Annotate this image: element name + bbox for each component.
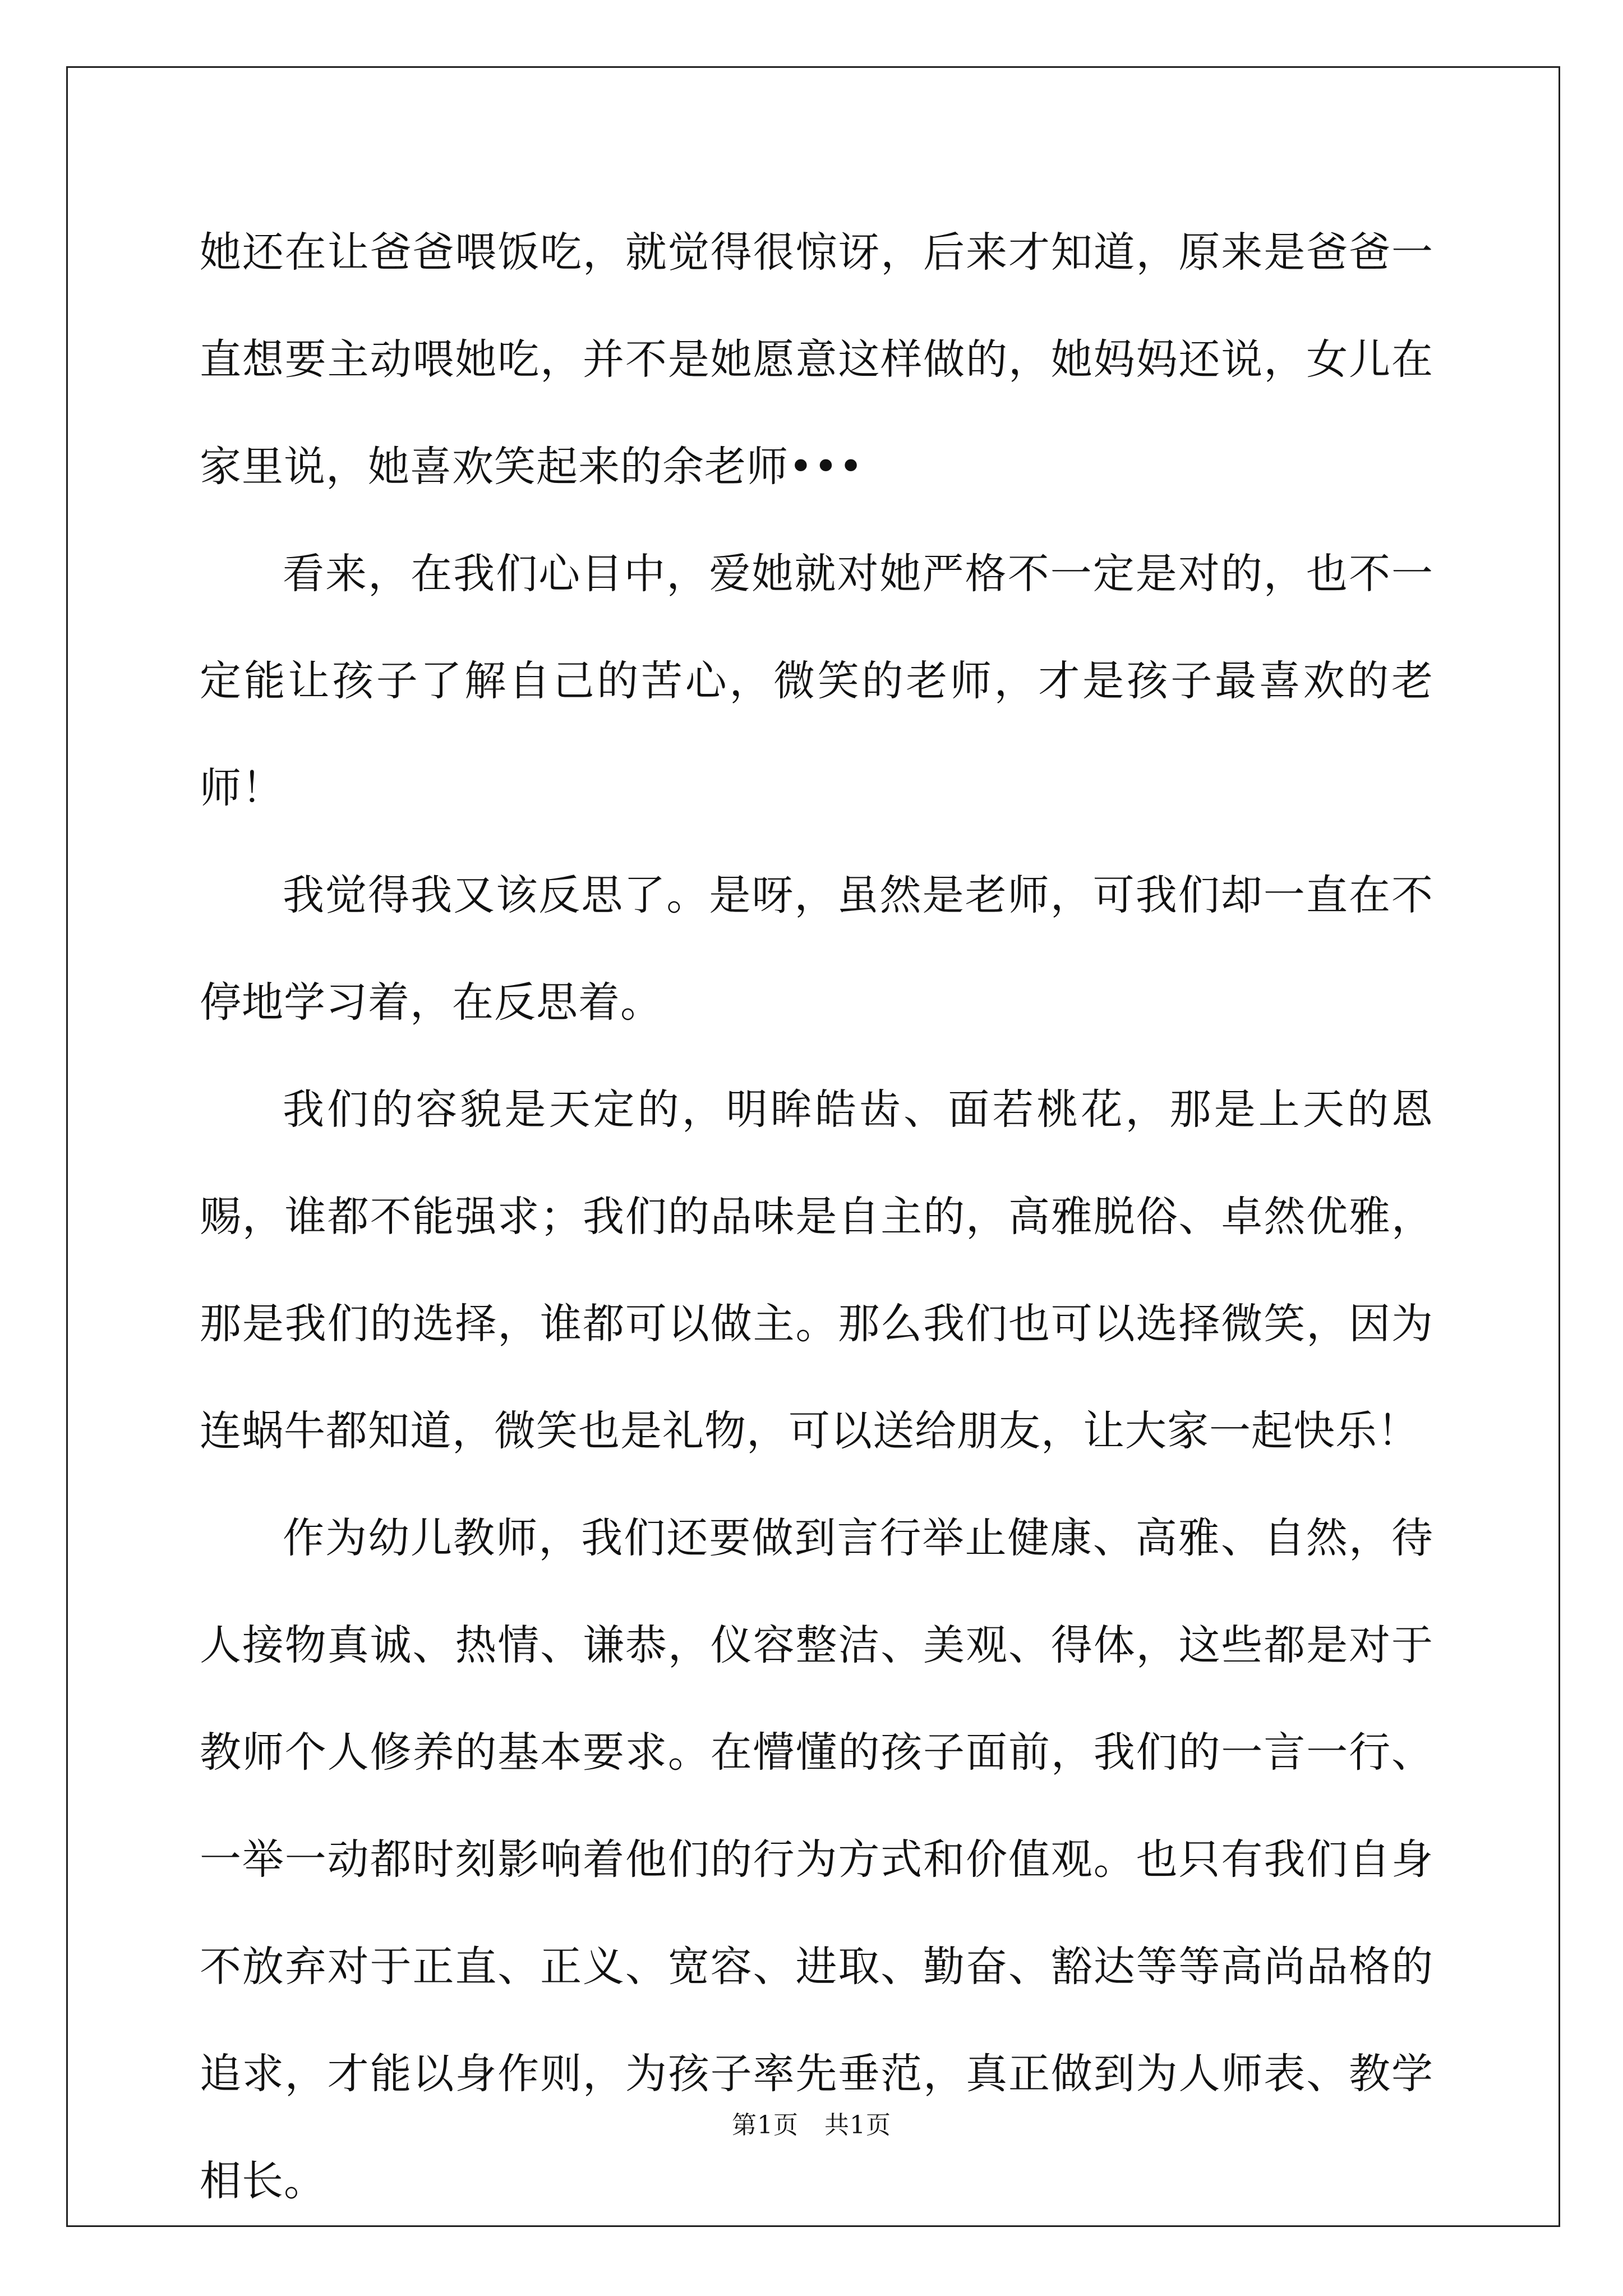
paragraph-2: 看来，在我们心目中，爱她就对她严格不一定是对的，也不一定能让孩子了解自己的苦心，微笑的老师，才是孩子最喜欢的老师！ — [200, 550, 1433, 812]
document-body — [200, 199, 1433, 2235]
paragraph-1: 她还在让爸爸喂饭吃，就觉得很惊讶，后来才知道，原来是爸爸一直想要主动喂她吃，并不是她愿意这样做的，她妈妈还说，女儿在家里说，她喜欢笑起来的余老师••• — [200, 228, 1433, 491]
paragraph-5: 作为幼儿教师，我们还要做到言行举止健康、高雅、自然，待人接物真诚、热情、谦恭，仪容整洁、美观、得体，这些都是对于教师个人修养的基本要求。在懵懂的孩子面前，我们的一言一行、一举一动都时刻影响着他们的行为方式和价值观。也只有我们自身不放弃对于正直、正义、宽容、进取、勤奋、豁达等等高尚品格的追求，才能以身作则，为孩子率先垂范，真正做到为人师表、教学相长。 — [200, 1514, 1433, 2205]
paragraph-4: 我们的容貌是天定的，明眸皓齿、面若桃花，那是上天的恩赐，谁都不能强求；我们的品味是自主的，高雅脱俗、卓然优雅，那是我们的选择，谁都可以做主。那么我们也可以选择微笑，因为连蜗牛都知道，微笑也是礼物，可以送给朋友，让大家一起快乐！ — [200, 1085, 1433, 1455]
page-footer — [0, 2105, 1623, 2141]
page-number: 第1页 — [732, 2111, 799, 2139]
page-total: 共1页 — [824, 2111, 891, 2139]
paragraph-3: 我觉得我又该反思了。是呀，虽然是老师，可我们却一直在不停地学习着，在反思着。 — [200, 871, 1433, 1027]
